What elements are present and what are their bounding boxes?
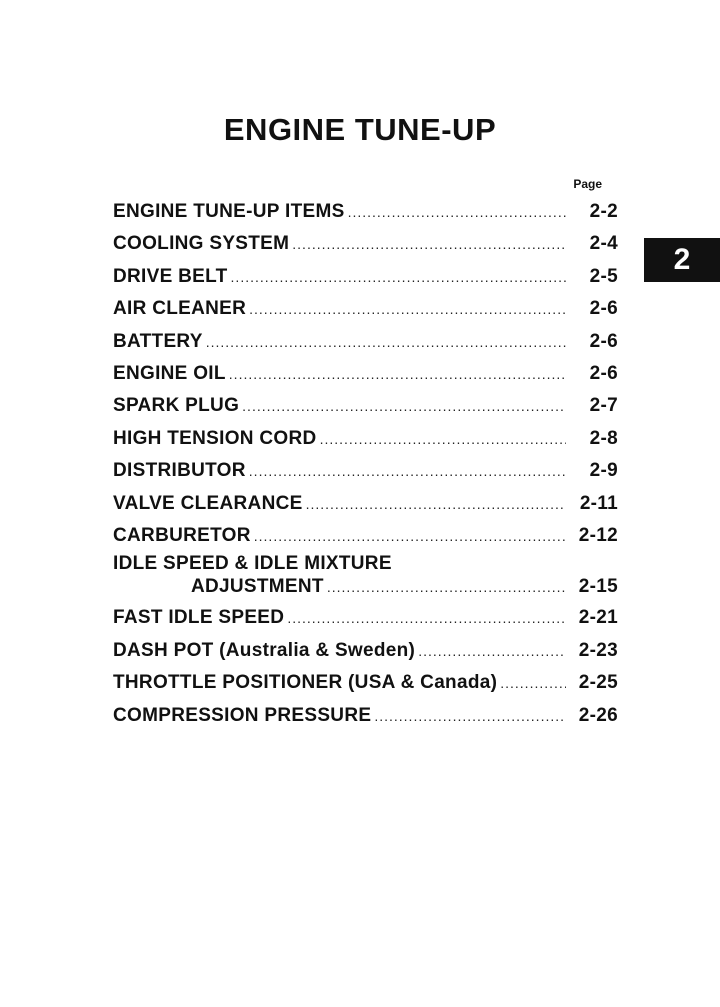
toc-title: DRIVE BELT bbox=[113, 265, 228, 287]
toc-leader-dots bbox=[242, 391, 566, 422]
toc-page-number: 2-7 bbox=[589, 395, 618, 417]
toc-title: ENGINE OIL bbox=[113, 363, 226, 385]
toc-title: COMPRESSION PRESSURE bbox=[113, 704, 372, 726]
toc-entry bbox=[113, 667, 618, 699]
toc-entry bbox=[113, 635, 618, 667]
toc-entry bbox=[113, 261, 618, 293]
toc-page-number: 2-9 bbox=[589, 460, 618, 482]
toc-leader-dots bbox=[327, 575, 566, 599]
toc-leader-dots bbox=[249, 456, 566, 487]
toc-title: SPARK PLUG bbox=[113, 395, 240, 417]
toc-entry bbox=[113, 293, 618, 325]
toc-title: DASH POT (Australia & Sweden) bbox=[113, 639, 416, 661]
toc-leader-dots bbox=[374, 701, 566, 732]
toc-leader-dots bbox=[231, 262, 566, 293]
toc-page-number: 2-26 bbox=[578, 704, 618, 726]
page-column-label: Page bbox=[573, 177, 602, 191]
toc-title-line1: IDLE SPEED & IDLE MIXTURE bbox=[113, 553, 392, 575]
toc-page-number: 2-15 bbox=[578, 576, 618, 598]
toc-title: CARBURETOR bbox=[113, 525, 251, 547]
toc-entry bbox=[113, 228, 618, 260]
table-of-contents bbox=[113, 196, 618, 732]
toc-entry bbox=[113, 455, 618, 487]
toc-leader-dots bbox=[292, 229, 566, 260]
toc-leader-dots bbox=[348, 197, 566, 228]
toc-title: FAST IDLE SPEED bbox=[113, 607, 285, 629]
toc-leader-dots bbox=[287, 603, 566, 634]
toc-title: DISTRIBUTOR bbox=[113, 460, 246, 482]
toc-page-number: 2-25 bbox=[578, 672, 618, 694]
toc-title: THROTTLE POSITIONER (USA & Canada) bbox=[113, 672, 498, 694]
toc-page-number: 2-5 bbox=[589, 265, 618, 287]
toc-page-number: 2-6 bbox=[589, 363, 618, 385]
toc-entry bbox=[113, 602, 618, 634]
toc-entry bbox=[113, 700, 618, 732]
toc-title: AIR CLEANER bbox=[113, 298, 247, 320]
toc-entry bbox=[113, 520, 618, 552]
toc-title: ADJUSTMENT bbox=[191, 576, 324, 598]
toc-page-number: 2-2 bbox=[589, 201, 618, 222]
toc-entry bbox=[113, 326, 618, 358]
toc-page-number: 2-6 bbox=[589, 330, 618, 352]
toc-page-number: 2-23 bbox=[578, 639, 618, 661]
toc-page-number: 2-8 bbox=[589, 427, 618, 449]
toc-leader-dots bbox=[306, 489, 566, 520]
toc-page-number: 2-4 bbox=[589, 233, 618, 255]
toc-entry bbox=[113, 552, 618, 602]
toc-leader-dots bbox=[206, 327, 566, 358]
toc-title: COOLING SYSTEM bbox=[113, 233, 290, 255]
toc-leader-dots bbox=[418, 636, 566, 667]
toc-entry bbox=[113, 488, 618, 520]
toc-page-number: 2-12 bbox=[578, 525, 618, 547]
toc-leader-dots bbox=[229, 359, 566, 390]
toc-title: HIGH TENSION CORD bbox=[113, 427, 317, 449]
toc-page-number: 2-6 bbox=[589, 298, 618, 320]
toc-leader-dots bbox=[249, 294, 566, 325]
toc-page-number: 2-11 bbox=[579, 492, 618, 514]
toc-title: BATTERY bbox=[113, 330, 203, 352]
toc-title: VALVE CLEARANCE bbox=[113, 492, 303, 514]
toc-leader-dots bbox=[320, 424, 566, 455]
toc-entry bbox=[113, 196, 618, 228]
chapter-tab: 2 bbox=[644, 238, 720, 282]
page-title: ENGINE TUNE-UP bbox=[223, 112, 497, 147]
toc-entry bbox=[113, 423, 618, 455]
toc-leader-dots bbox=[500, 668, 566, 699]
toc-entry bbox=[113, 390, 618, 422]
toc-title: ENGINE TUNE-UP ITEMS bbox=[113, 201, 345, 222]
toc-leader-dots bbox=[254, 521, 566, 552]
toc-page-number: 2-21 bbox=[578, 607, 618, 629]
toc-entry bbox=[113, 358, 618, 390]
